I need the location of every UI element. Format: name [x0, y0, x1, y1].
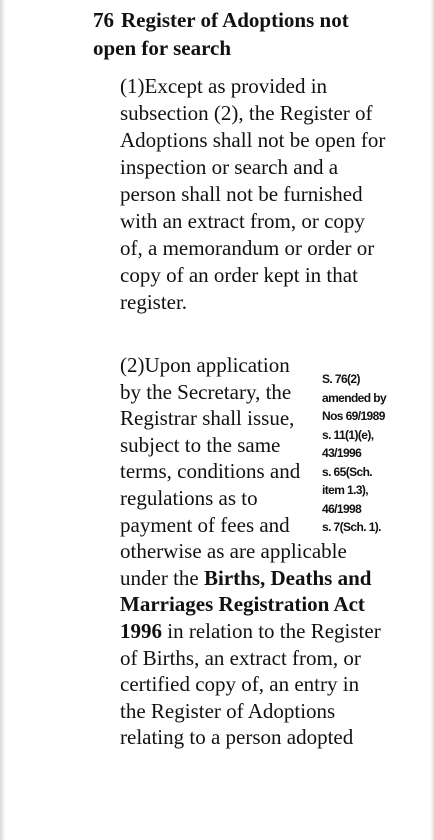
margin-note-line: s. 11(1)(e), [322, 427, 374, 442]
subsection-1-marker: (1) [120, 74, 145, 98]
subsection-2-text-before: Upon application by the Secretary, the Registrar shall issue, subject to the same terms, conditions and regulations as to payment of fees and otherwise as are applicable under the [120, 353, 347, 590]
page-left-edge [0, 0, 6, 840]
margin-note-line: 46/1998 [322, 501, 362, 516]
margin-note-line: item 1.3), [322, 483, 369, 497]
subsection-2-text-after: in relation to the Register of Births, an extract from, or certified copy of, an entry in the Register of Adoptions relating to a person adopted [120, 618, 381, 750]
section-title: Register of Adoptions not open for search [93, 8, 349, 60]
margin-note-line: amended by [322, 390, 387, 405]
subsection-1-text: Except as provided in subsection (2), the Register of Adoptions shall not be open for inspection or search and a person shall not be furnished with an extract from, or copy of, a memorandum or order or copy of an order kept in that register. [120, 74, 386, 314]
margin-note-line: s. 65(Sch. [322, 464, 373, 479]
subsection-2 [120, 352, 388, 751]
margin-note-line: Nos 69/1989 [322, 409, 385, 423]
margin-amendment-note [322, 370, 406, 537]
section-number: 76 [93, 8, 114, 32]
margin-note-line: s. 7(Sch. 1). [322, 520, 381, 534]
subsection-1 [120, 73, 388, 316]
act-name-reference: Births, Deaths and Marriages Registration Act 1996 [120, 565, 372, 643]
page-right-edge [430, 0, 434, 840]
margin-note-line: 43/1996 [322, 446, 362, 460]
subsection-2-marker: (2) [120, 353, 145, 377]
section-heading [93, 6, 393, 62]
margin-note-line: S. 76(2) [322, 372, 360, 386]
